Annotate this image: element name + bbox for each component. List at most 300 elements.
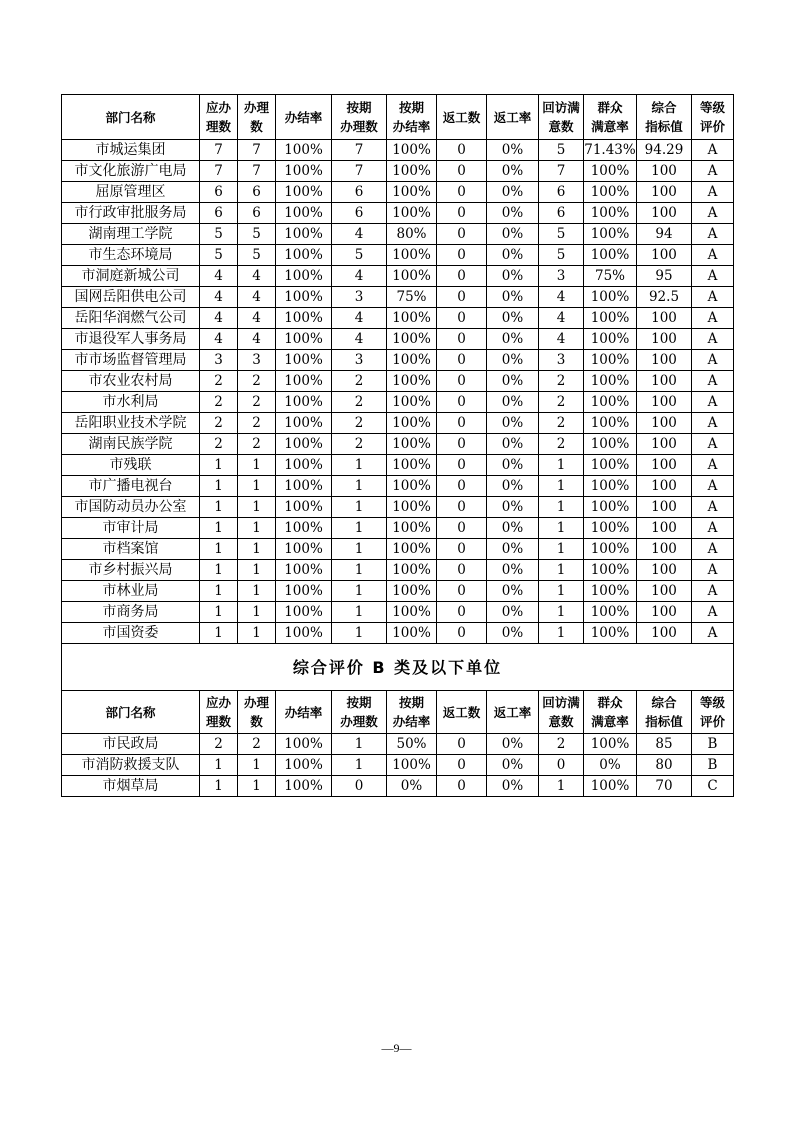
table-cell: 1 — [332, 623, 387, 644]
table-cell: 2 — [332, 413, 387, 434]
table-cell: 2 — [539, 734, 584, 755]
department-name: 湖南民族学院 — [62, 434, 200, 455]
table-cell: 1 — [539, 623, 584, 644]
table-cell: 100% — [387, 497, 437, 518]
table-cell: A — [692, 161, 734, 182]
table-cell: 3 — [200, 350, 238, 371]
department-name: 市国防动员办公室 — [62, 497, 200, 518]
table-cell: 80 — [637, 755, 692, 776]
table-cell: A — [692, 287, 734, 308]
table-cell: 75% — [387, 287, 437, 308]
table-cell: 100% — [387, 182, 437, 203]
table-cell: A — [692, 140, 734, 161]
table-row — [62, 287, 734, 308]
table-row — [62, 560, 734, 581]
table-cell: 100% — [276, 434, 332, 455]
table-cell: 0 — [437, 308, 487, 329]
table-cell: 1 — [200, 455, 238, 476]
table-cell: 100 — [637, 329, 692, 350]
table-cell: 100 — [637, 308, 692, 329]
table-cell: 0% — [487, 497, 539, 518]
table-cell: 4 — [200, 287, 238, 308]
table-cell: 95 — [637, 266, 692, 287]
table-cell: 100% — [584, 476, 637, 497]
table-cell: 4 — [238, 329, 276, 350]
table-cell: 6 — [332, 182, 387, 203]
table-cell: 100 — [637, 161, 692, 182]
table-cell: 100 — [637, 539, 692, 560]
table-cell: A — [692, 560, 734, 581]
table-cell: 100% — [276, 581, 332, 602]
table-cell: A — [692, 455, 734, 476]
table-cell: 100% — [387, 539, 437, 560]
column-header: 群众 满意率 — [584, 95, 637, 140]
table-row — [62, 497, 734, 518]
table-cell: 4 — [332, 224, 387, 245]
table-cell: 100% — [276, 623, 332, 644]
table-cell: 100 — [637, 602, 692, 623]
table-cell: 0% — [487, 602, 539, 623]
table-cell: 1 — [238, 518, 276, 539]
table-cell: 1 — [332, 560, 387, 581]
table-cell: 0% — [487, 350, 539, 371]
table-cell: A — [692, 476, 734, 497]
table-cell: A — [692, 581, 734, 602]
table-cell: 1 — [332, 539, 387, 560]
table-cell: 0 — [437, 623, 487, 644]
table-cell: 100% — [387, 203, 437, 224]
table-cell: 100 — [637, 476, 692, 497]
table-cell: A — [692, 371, 734, 392]
table-cell: 0 — [332, 776, 387, 797]
department-name: 市洞庭新城公司 — [62, 266, 200, 287]
table-cell: 0% — [487, 392, 539, 413]
page-number: —9— — [381, 1041, 412, 1055]
table-cell: 1 — [200, 518, 238, 539]
table-cell: 100% — [387, 602, 437, 623]
table-cell: 100% — [387, 560, 437, 581]
table-row — [62, 329, 734, 350]
table-row — [62, 392, 734, 413]
table-cell: 0% — [487, 755, 539, 776]
table-cell: 0 — [437, 413, 487, 434]
table-cell: 100% — [584, 560, 637, 581]
table-cell: 1 — [200, 623, 238, 644]
table-cell: 1 — [200, 539, 238, 560]
table-cell: 75% — [584, 266, 637, 287]
table-cell: 4 — [332, 308, 387, 329]
table-cell: 0% — [487, 581, 539, 602]
table-cell: 4 — [539, 287, 584, 308]
table-cell: 100% — [387, 350, 437, 371]
table-cell: 1 — [238, 560, 276, 581]
table-cell: 100% — [584, 371, 637, 392]
table-cell: 0% — [487, 161, 539, 182]
table-cell: 100% — [584, 455, 637, 476]
column-header: 办结率 — [276, 95, 332, 140]
department-name: 市审计局 — [62, 518, 200, 539]
department-name: 市行政审批服务局 — [62, 203, 200, 224]
table-cell: 1 — [332, 581, 387, 602]
table-cell: 4 — [539, 329, 584, 350]
table-cell: 100% — [387, 266, 437, 287]
table-cell: 1 — [539, 602, 584, 623]
table-cell: 1 — [332, 476, 387, 497]
table-row — [62, 755, 734, 776]
department-name: 市农业农村局 — [62, 371, 200, 392]
column-header: 办理 数 — [238, 95, 276, 140]
table-cell: 7 — [200, 140, 238, 161]
table-cell: A — [692, 602, 734, 623]
column-header: 按期 办结率 — [387, 691, 437, 734]
table-cell: 2 — [200, 434, 238, 455]
table-cell: 3 — [332, 350, 387, 371]
column-header: 等级 评价 — [692, 95, 734, 140]
table-cell: 100 — [637, 455, 692, 476]
table-cell: 100% — [387, 434, 437, 455]
table-cell: 100 — [637, 350, 692, 371]
table-cell: 100% — [276, 371, 332, 392]
table-cell: 1 — [238, 455, 276, 476]
table-cell: 100 — [637, 182, 692, 203]
table-cell: 2 — [238, 434, 276, 455]
table-cell: 85 — [637, 734, 692, 755]
table-cell: 100% — [584, 224, 637, 245]
table-cell: 100% — [276, 539, 332, 560]
table-cell: 100% — [276, 497, 332, 518]
table-cell: 4 — [332, 266, 387, 287]
table-cell: 100% — [584, 539, 637, 560]
table-row — [62, 734, 734, 755]
table-cell: 0 — [437, 476, 487, 497]
table-cell: 7 — [332, 161, 387, 182]
table-cell: 100% — [387, 371, 437, 392]
table-cell: 0% — [487, 560, 539, 581]
department-name: 市国资委 — [62, 623, 200, 644]
table-cell: 1 — [539, 776, 584, 797]
column-header: 返工率 — [487, 95, 539, 140]
table-cell: A — [692, 539, 734, 560]
table-cell: 100% — [584, 623, 637, 644]
table-cell: 5 — [200, 245, 238, 266]
column-header: 应办 理数 — [200, 95, 238, 140]
table-cell: 0% — [487, 266, 539, 287]
table-cell: 0% — [487, 224, 539, 245]
table-cell: 1 — [238, 755, 276, 776]
department-name: 市乡村振兴局 — [62, 560, 200, 581]
table-cell: 0% — [487, 734, 539, 755]
department-name: 市残联 — [62, 455, 200, 476]
table-cell: 0% — [487, 413, 539, 434]
table-cell: 0 — [437, 734, 487, 755]
table-cell: 0 — [437, 755, 487, 776]
table-cell: 100% — [584, 497, 637, 518]
table-cell: 0 — [437, 224, 487, 245]
table-cell: B — [692, 734, 734, 755]
table-cell: 0 — [437, 203, 487, 224]
table-cell: 100% — [387, 392, 437, 413]
table-cell: 0 — [437, 329, 487, 350]
table-cell: 1 — [238, 776, 276, 797]
table-cell: 100% — [584, 434, 637, 455]
table-cell: 0% — [487, 287, 539, 308]
table-cell: 100% — [387, 413, 437, 434]
table-cell: 100% — [276, 203, 332, 224]
table-cell: 1 — [200, 581, 238, 602]
table-cell: 1 — [238, 539, 276, 560]
column-header: 等级 评价 — [692, 691, 734, 734]
table-cell: 100% — [387, 308, 437, 329]
table-cell: 71.43% — [584, 140, 637, 161]
table-cell: 100 — [637, 518, 692, 539]
column-header: 返工数 — [437, 691, 487, 734]
table-cell: 2 — [238, 413, 276, 434]
table-cell: 4 — [238, 287, 276, 308]
table-cell: 6 — [200, 182, 238, 203]
table-row — [62, 518, 734, 539]
table-cell: 100% — [276, 560, 332, 581]
table-cell: 100% — [276, 602, 332, 623]
table-cell: 7 — [539, 161, 584, 182]
department-name: 市消防救援支队 — [62, 755, 200, 776]
table-cell: 2 — [539, 413, 584, 434]
table-cell: A — [692, 329, 734, 350]
table-cell: 2 — [539, 434, 584, 455]
table-cell: 0% — [487, 140, 539, 161]
table-cell: A — [692, 308, 734, 329]
table-cell: 2 — [200, 371, 238, 392]
table-cell: 4 — [200, 308, 238, 329]
table-row — [62, 581, 734, 602]
department-name: 市文化旅游广电局 — [62, 161, 200, 182]
table-cell: 50% — [387, 734, 437, 755]
table-cell: 1 — [238, 581, 276, 602]
table-cell: 1 — [200, 476, 238, 497]
table-cell: 0 — [437, 776, 487, 797]
table-cell: 100% — [584, 392, 637, 413]
table-cell: 100% — [276, 308, 332, 329]
table-cell: 100 — [637, 203, 692, 224]
table-cell: A — [692, 245, 734, 266]
table-row — [62, 623, 734, 644]
table-row — [62, 161, 734, 182]
table-cell: 100% — [276, 287, 332, 308]
department-name: 市商务局 — [62, 602, 200, 623]
table-cell: 100% — [387, 140, 437, 161]
table-cell: 0 — [437, 455, 487, 476]
table-cell: A — [692, 413, 734, 434]
section-row — [62, 644, 734, 691]
table-cell: 100% — [276, 776, 332, 797]
table-cell: 1 — [539, 581, 584, 602]
table-cell: A — [692, 392, 734, 413]
table-cell: 0 — [437, 497, 487, 518]
table-cell: 100% — [387, 161, 437, 182]
table-cell: 100% — [584, 329, 637, 350]
table-row — [62, 602, 734, 623]
table-cell: 0 — [437, 392, 487, 413]
department-name: 市民政局 — [62, 734, 200, 755]
table-cell: 100% — [584, 602, 637, 623]
table-cell: 4 — [200, 329, 238, 350]
table-cell: 100% — [276, 182, 332, 203]
table-cell: 80% — [387, 224, 437, 245]
table-cell: 100% — [584, 245, 637, 266]
table-cell: 3 — [238, 350, 276, 371]
table-cell: 100% — [387, 581, 437, 602]
table-cell: 100% — [387, 245, 437, 266]
table-cell: 100 — [637, 560, 692, 581]
table-cell: 5 — [539, 224, 584, 245]
table-cell: 1 — [200, 776, 238, 797]
table-row — [62, 455, 734, 476]
department-name: 市林业局 — [62, 581, 200, 602]
table-cell: 2 — [332, 392, 387, 413]
table-cell: 100% — [584, 287, 637, 308]
column-header: 综合 指标值 — [637, 691, 692, 734]
table-cell: 0% — [487, 203, 539, 224]
table-row — [62, 266, 734, 287]
department-name: 市市场监督管理局 — [62, 350, 200, 371]
table-cell: 1 — [200, 497, 238, 518]
department-name: 屈原管理区 — [62, 182, 200, 203]
column-header: 综合 指标值 — [637, 95, 692, 140]
table-cell: A — [692, 497, 734, 518]
table-cell: 6 — [238, 203, 276, 224]
table-cell: 100% — [584, 350, 637, 371]
table-cell: 1 — [539, 560, 584, 581]
table-cell: 1 — [238, 602, 276, 623]
column-header: 部门名称 — [62, 691, 200, 734]
table-cell: 100% — [276, 329, 332, 350]
table-cell: A — [692, 623, 734, 644]
table-cell: 100% — [276, 392, 332, 413]
table-cell: 0% — [487, 476, 539, 497]
table-cell: 0 — [437, 350, 487, 371]
table-cell: 0 — [437, 287, 487, 308]
table-cell: 0% — [387, 776, 437, 797]
table-cell: 100 — [637, 371, 692, 392]
table-cell: 100% — [276, 161, 332, 182]
department-name: 市退役军人事务局 — [62, 329, 200, 350]
table-cell: 0% — [487, 371, 539, 392]
table-cell: 0 — [437, 434, 487, 455]
table-cell: 100 — [637, 413, 692, 434]
table-cell: 0 — [437, 182, 487, 203]
table-cell: 0 — [437, 371, 487, 392]
table-cell: 100 — [637, 392, 692, 413]
table-cell: 6 — [539, 182, 584, 203]
table-row — [62, 203, 734, 224]
table-cell: A — [692, 350, 734, 371]
table-cell: 100% — [276, 140, 332, 161]
table-cell: 100% — [584, 308, 637, 329]
table-cell: 2 — [238, 392, 276, 413]
table-cell: 94 — [637, 224, 692, 245]
table-cell: 100% — [276, 755, 332, 776]
table-cell: 7 — [238, 161, 276, 182]
department-name: 岳阳华润燃气公司 — [62, 308, 200, 329]
table-cell: 92.5 — [637, 287, 692, 308]
table-cell: 0 — [437, 560, 487, 581]
table-row — [62, 182, 734, 203]
table-row — [62, 245, 734, 266]
table-row — [62, 371, 734, 392]
table-cell: 0% — [487, 539, 539, 560]
table-header-row — [62, 95, 734, 140]
table-cell: 100 — [637, 434, 692, 455]
table-cell: 0 — [437, 245, 487, 266]
table-cell: 100% — [276, 266, 332, 287]
table-cell: 2 — [539, 371, 584, 392]
column-header: 返工率 — [487, 691, 539, 734]
column-header: 部门名称 — [62, 95, 200, 140]
table-cell: 1 — [332, 455, 387, 476]
table-cell: 0 — [437, 266, 487, 287]
table-cell: 100% — [584, 413, 637, 434]
table-cell: 7 — [332, 140, 387, 161]
table-cell: 0% — [487, 776, 539, 797]
table-cell: A — [692, 182, 734, 203]
table-cell: 100% — [276, 413, 332, 434]
table-row — [62, 308, 734, 329]
table-cell: 4 — [539, 308, 584, 329]
table-cell: 0 — [437, 140, 487, 161]
table-cell: 100% — [276, 455, 332, 476]
department-name: 市生态环境局 — [62, 245, 200, 266]
table-cell: 1 — [539, 539, 584, 560]
table-cell: 1 — [332, 497, 387, 518]
table-cell: 100% — [584, 203, 637, 224]
table-cell: 100 — [637, 581, 692, 602]
table-row — [62, 224, 734, 245]
department-name: 岳阳职业技术学院 — [62, 413, 200, 434]
table-row — [62, 476, 734, 497]
table-cell: 100% — [387, 755, 437, 776]
table-cell: 5 — [200, 224, 238, 245]
table-cell: 2 — [200, 392, 238, 413]
table-cell: B — [692, 755, 734, 776]
column-header: 回访满 意数 — [539, 691, 584, 734]
table-cell: 5 — [332, 245, 387, 266]
table-cell: 100% — [276, 518, 332, 539]
table-cell: 1 — [539, 476, 584, 497]
table-cell: 0 — [437, 602, 487, 623]
table-cell: 5 — [238, 245, 276, 266]
table-cell: 100% — [584, 581, 637, 602]
column-header: 办结率 — [276, 691, 332, 734]
table-cell: 4 — [332, 329, 387, 350]
table-cell: 100 — [637, 497, 692, 518]
table-cell: 7 — [238, 140, 276, 161]
table-cell: 0 — [437, 518, 487, 539]
column-header: 办理 数 — [238, 691, 276, 734]
section-b-title: 综合评价 B 类及以下单位 — [62, 644, 734, 691]
department-name: 国网岳阳供电公司 — [62, 287, 200, 308]
table-cell: 0% — [487, 308, 539, 329]
table-cell: 3 — [539, 266, 584, 287]
table-cell: A — [692, 266, 734, 287]
table-cell: 100% — [584, 734, 637, 755]
table-cell: 100% — [584, 776, 637, 797]
department-name: 市烟草局 — [62, 776, 200, 797]
table-cell: 0% — [487, 623, 539, 644]
department-name: 市档案馆 — [62, 539, 200, 560]
table-row — [62, 350, 734, 371]
column-header: 按期 办结率 — [387, 95, 437, 140]
table-cell: 100% — [584, 182, 637, 203]
table-cell: 6 — [200, 203, 238, 224]
